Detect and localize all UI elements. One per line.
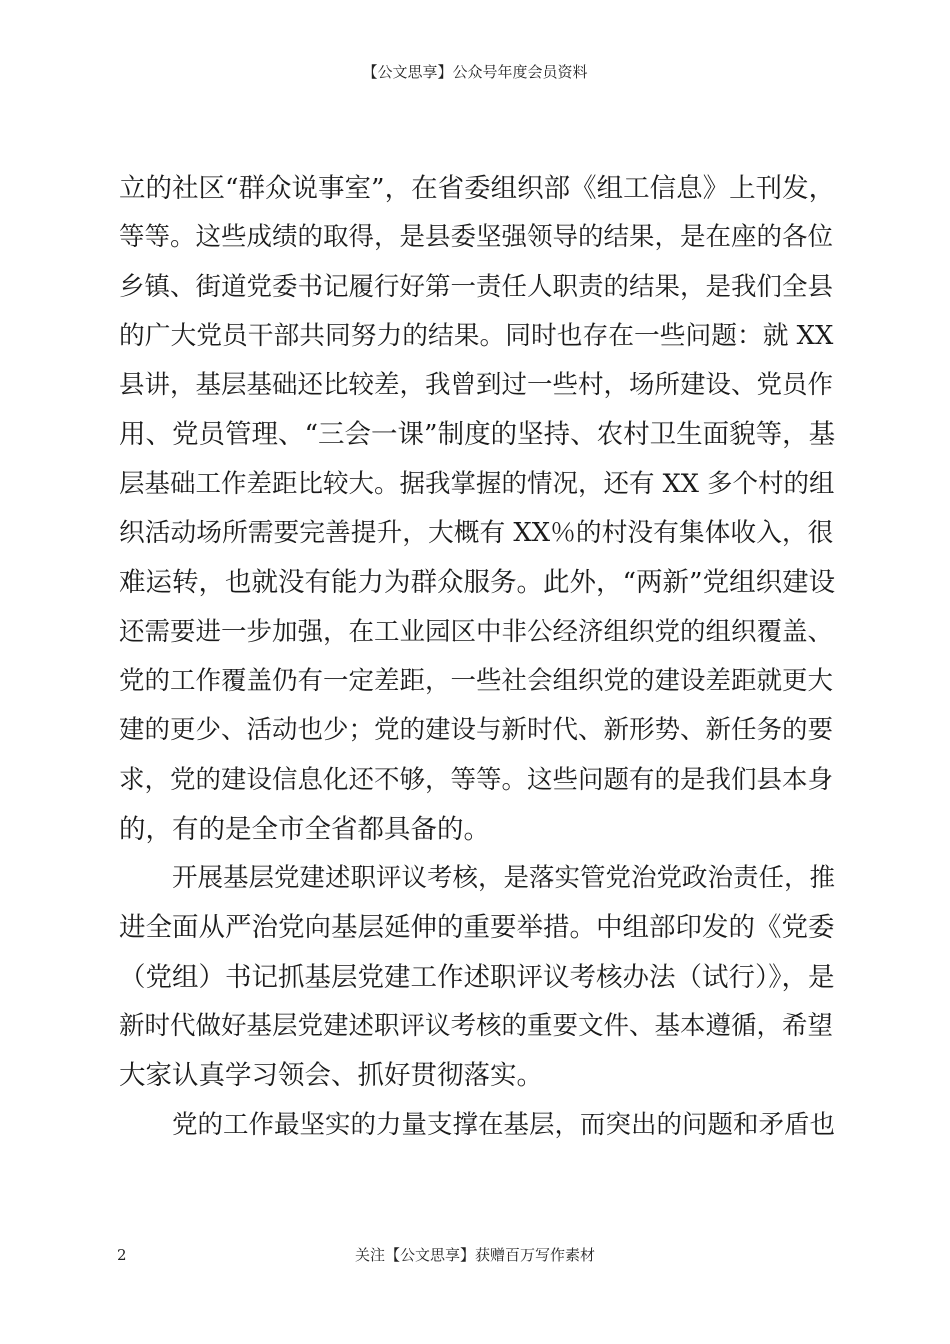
text-line: 求，党的建设信息化还不够，等等。这些问题有的是我们县本身 xyxy=(119,764,834,795)
document-body xyxy=(119,164,835,1150)
page-footer: 关注【公文思享】获赠百万写作素材 xyxy=(354,1246,595,1264)
text-line: 难运转，也就没有能力为群众服务。此外，“两新”党组织建设 xyxy=(119,567,836,599)
text-line: 还需要进一步加强，在工业园区中非公经济组织党的组织覆盖、 xyxy=(119,616,834,647)
text-line: 党的工作覆盖仍有一定差距，一些社会组织党的建设差距就更大 xyxy=(119,665,834,696)
text-line: 大家认真学习领会、抓好贯彻落实。 xyxy=(119,1060,543,1092)
text-line: 新时代做好基层党建述职评议考核的重要文件、基本遵循，希望 xyxy=(119,1011,834,1042)
text-line: 层基础工作差距比较大。据我掌握的情况，还有 XX 多个村的组 xyxy=(119,468,835,499)
text-line: 乡镇、街道党委书记履行好第一责任人职责的结果，是我们全县 xyxy=(119,271,834,302)
text-line: （党组）书记抓基层党建工作述职评议考核办法（试行）》，是 xyxy=(119,961,835,993)
text-line: 进全面从严治党向基层延伸的重要举措。中组部印发的《党委 xyxy=(119,912,835,944)
page-number: 2 xyxy=(117,1246,127,1264)
text-line: 建的更少、活动也少；党的建设与新时代、新形势、新任务的要 xyxy=(119,715,834,746)
text-line: 的广大党员干部共同努力的结果。同时也存在一些问题：就 XX xyxy=(119,320,834,351)
page-header: 【公文思享】公众号年度会员资料 xyxy=(362,63,588,81)
text-line: 立的社区“群众说事室”，在省委组织部《组工信息》上刊发， xyxy=(119,173,836,204)
text-line: 开展基层党建述职评议考核，是落实管党治党政治责任，推 xyxy=(172,863,836,894)
text-line: 的，有的是全市全省都具备的。 xyxy=(119,813,490,845)
text-line: 等等。这些成绩的取得，是县委坚强领导的结果，是在座的各位 xyxy=(119,222,834,253)
text-line: 县讲，基层基础还比较差，我曾到过一些村，场所建设、党员作 xyxy=(119,370,834,401)
text-line: 用、党员管理、“三会一课”制度的坚持、农村卫生面貌等，基 xyxy=(119,419,836,451)
text-line: 织活动场所需要完善提升，大概有 XX％的村没有集体收入，很 xyxy=(119,518,834,549)
text-line: 党的工作最坚实的力量支撑在基层，而突出的问题和矛盾也 xyxy=(172,1109,836,1140)
